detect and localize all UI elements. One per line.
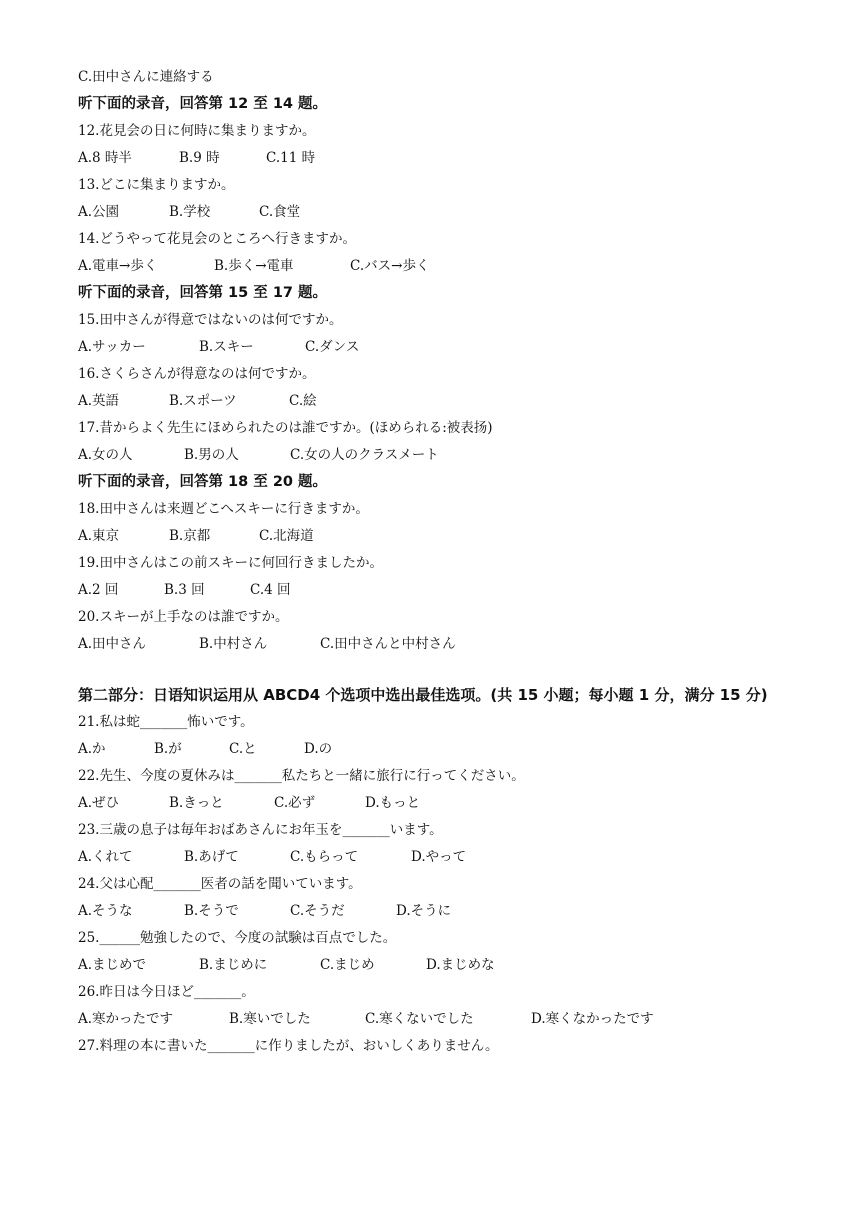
answer-option: B.3 回: [164, 582, 205, 598]
answer-option: B.歩く→電車: [214, 258, 294, 274]
answer-options: [78, 736, 798, 763]
section-gap: [78, 658, 798, 682]
question-text: 20.スキーが上手なのは誰ですか。: [78, 609, 289, 625]
answer-options: [78, 1006, 798, 1033]
answer-option: A.サッカー: [78, 339, 146, 355]
exam-page: [78, 64, 798, 1060]
answer-option: A.電車→歩く: [78, 258, 158, 274]
answer-option: B.寒いでした: [229, 1011, 311, 1027]
answer-options: [78, 199, 798, 226]
answer-option: C.11 時: [266, 150, 316, 166]
answer-option: B.9 時: [179, 150, 220, 166]
answer-option: A.女の人: [78, 447, 133, 463]
answer-options: [78, 577, 798, 604]
answer-option: B.中村さん: [199, 636, 268, 652]
listening-heading: 听下面的录音，回答第 18 至 20 题。: [78, 474, 328, 490]
question-text: 12.花見会の日に何時に集まりますか。: [78, 123, 316, 139]
answer-option: A.東京: [78, 528, 120, 544]
answer-options: [78, 253, 798, 280]
question-text: 27.料理の本に書いた_______に作りましたが、おいしくありません。: [78, 1038, 499, 1054]
answer-option: B.スキー: [199, 339, 254, 355]
answer-option: C.寒くないでした: [365, 1011, 474, 1027]
answer-option: A.英語: [78, 393, 120, 409]
question-text: 17.昔からよく先生にほめられたのは誰ですか。(ほめられる:被表扬): [78, 420, 493, 436]
answer-option: C.必ず: [274, 795, 316, 811]
answer-option: B.京都: [169, 528, 211, 544]
answer-option: A.ぜひ: [78, 795, 120, 811]
answer-option: D.もっと: [365, 795, 421, 811]
answer-option: C.絵: [289, 393, 317, 409]
answer-option: B.学校: [169, 204, 211, 220]
answer-option: C.まじめ: [320, 957, 375, 973]
answer-option: A.2 回: [78, 582, 119, 598]
answer-option: D.やって: [411, 849, 467, 865]
answer-option: D.まじめな: [426, 957, 495, 973]
question-text: 15.田中さんが得意ではないのは何ですか。: [78, 312, 343, 328]
question-text: 24.父は心配_______医者の話を聞いています。: [78, 876, 362, 892]
question-text: 19.田中さんはこの前スキーに何回行きましたか。: [78, 555, 383, 571]
answer-option: C.北海道: [259, 528, 314, 544]
question-text: 26.昨日は今日ほど_______。: [78, 984, 255, 1000]
answer-options: [78, 442, 798, 469]
answer-option: A.まじめで: [78, 957, 147, 973]
section-title: 第二部分：日语知识运用从 ABCD4 个选项中选出最佳选项。(共 15 小题；每小题 1 分，满分 15 分): [78, 686, 768, 704]
question-text: 13.どこに集まりますか。: [78, 177, 235, 193]
answer-options: [78, 631, 798, 658]
answer-options: [78, 898, 798, 925]
answer-option: D.寒くなかったです: [531, 1011, 654, 1027]
question-text: 23.三歳の息子は毎年おばあさんにお年玉を_______います。: [78, 822, 443, 838]
answer-option: C.女の人のクラスメート: [290, 447, 439, 463]
question-text: 25.______勉強したので、今度の試験は百点でした。: [78, 930, 397, 946]
question-text: 18.田中さんは来週どこへスキーに行きますか。: [78, 501, 369, 517]
answer-option: C.バス→歩く: [350, 258, 430, 274]
answer-options: [78, 388, 798, 415]
question-text: 22.先生、今度の夏休みは_______私たちと一緒に旅行に行ってください。: [78, 768, 525, 784]
answer-option: B.男の人: [184, 447, 239, 463]
answer-options: [78, 334, 798, 361]
answer-option: C.もらって: [290, 849, 359, 865]
listening-heading: 听下面的录音，回答第 15 至 17 题。: [78, 285, 328, 301]
answer-option: B.きっと: [169, 795, 224, 811]
answer-option: A.か: [78, 741, 106, 757]
answer-option: C.そうだ: [290, 903, 345, 919]
question-text: 14.どうやって花見会のところへ行きますか。: [78, 231, 356, 247]
answer-option: C.と: [229, 741, 257, 757]
answer-option: A.くれて: [78, 849, 133, 865]
answer-option: A.公園: [78, 204, 120, 220]
answer-options: [78, 952, 798, 979]
answer-option: B.あげて: [184, 849, 239, 865]
answer-option: A.そうな: [78, 903, 133, 919]
answer-options: [78, 523, 798, 550]
answer-option: B.スポーツ: [169, 393, 237, 409]
listening-heading: 听下面的录音，回答第 12 至 14 题。: [78, 96, 328, 112]
answer-option: A.田中さん: [78, 636, 147, 652]
answer-option: D.の: [304, 741, 333, 757]
answer-option: D.そうに: [396, 903, 452, 919]
answer-option: C.4 回: [250, 582, 291, 598]
answer-option: B.が: [154, 741, 182, 757]
answer-options: [78, 145, 798, 172]
answer-option: C.ダンス: [305, 339, 360, 355]
answer-option: C.食堂: [259, 204, 301, 220]
answer-option: A.8 時半: [78, 150, 132, 166]
question-text: C.田中さんに連絡する: [78, 69, 214, 85]
answer-option: A.寒かったです: [78, 1011, 174, 1027]
answer-option: C.田中さんと中村さん: [320, 636, 456, 652]
answer-options: [78, 844, 798, 871]
question-text: 16.さくらさんが得意なのは何ですか。: [78, 366, 316, 382]
question-text: 21.私は蛇_______怖いです。: [78, 714, 254, 730]
answer-options: [78, 790, 798, 817]
answer-option: B.まじめに: [199, 957, 268, 973]
answer-option: B.そうで: [184, 903, 239, 919]
